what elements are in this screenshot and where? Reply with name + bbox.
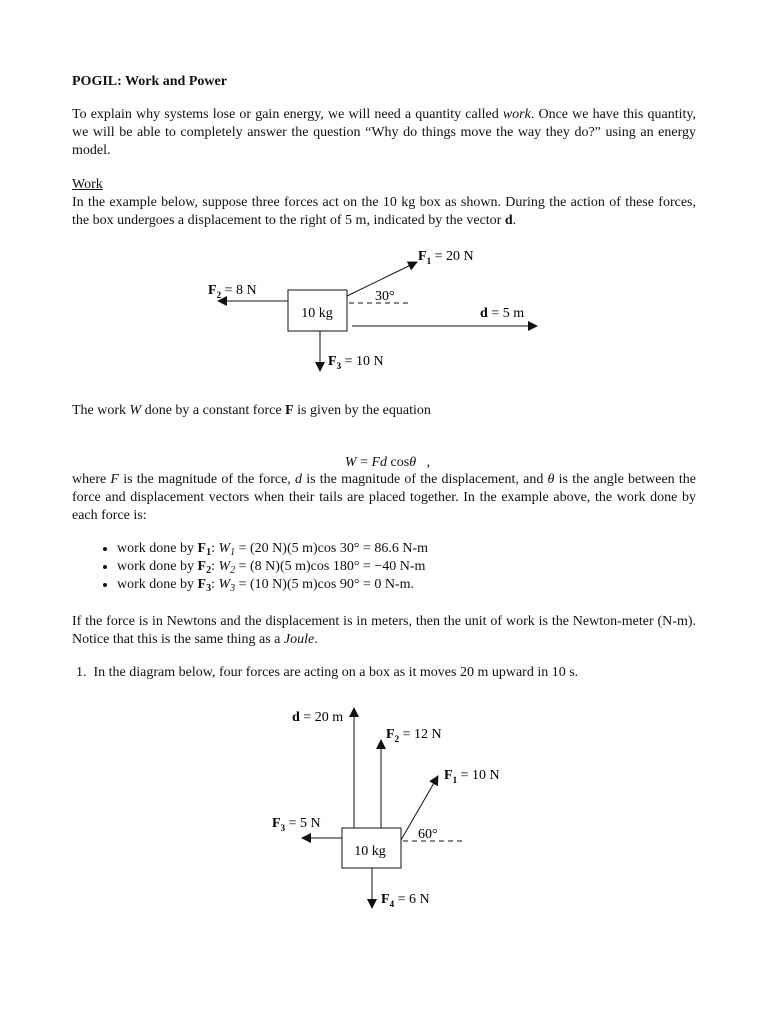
f2-label: $F_2 = 12$ N (386, 727, 442, 744)
angle-label: 60° (418, 827, 438, 842)
f2-label: $F_2 = 8$ N (208, 283, 257, 300)
list-item: • work done by $F_3$: $W_3 = (10$ N)(5 m)cos 90° = 0 N-m. (117, 576, 717, 594)
question-number: 1. (76, 665, 87, 680)
work-results-list (72, 540, 717, 594)
force-diagram-2 (0, 700, 768, 920)
work-section: Work In the example below, suppose three forces act on the 10 kg box as shown. During the action of these forces, the box undergoes a displacement to the right of 5 m, indicated by the vector d. (72, 177, 696, 228)
d-label: d = 20 m (292, 710, 344, 725)
list-item: • work done by $F_1$: $W_1 = (20$ N)(5 m)cos 30° = 86.6 N-m (117, 540, 717, 558)
f4-label: $F_4 = 6$ N (381, 892, 430, 909)
list-item: • work done by $F_2$: $W_2 = (8$ N)(5 m)cos 180° = −40 N-m (117, 558, 717, 576)
work-equation: W = Fd cosθ , (344, 455, 431, 470)
section-heading-work: Work (72, 177, 103, 192)
question-text: In the diagram below, four forces are acting on a box as it moves 20 m upward in 10 s. (93, 665, 579, 680)
f3-label: $F_3 = 5$ N (272, 816, 321, 833)
d-label: d = 5 m (480, 306, 525, 321)
force-diagram-1 (0, 240, 768, 380)
f1-label: $F_1 = 20$ N (418, 249, 474, 266)
f1-label: $F_1 = 10$ N (444, 768, 500, 785)
units-paragraph: If the force is in Newtons and the displacement is in meters, then the unit of work is the Newton-meter (N-m). Notice that this is the same thing as a Joule. (72, 614, 696, 647)
angle-label: 30° (375, 289, 395, 304)
box-label: 10 kg (301, 306, 333, 321)
intro-paragraph: To explain why systems lose or gain energy, we will need a quantity called work. Once we have this quantity, we will be able to completely answer the question “Why do things move the way they do?” using an energy model. (72, 107, 696, 158)
where-paragraph: where F is the magnitude of the force, d is the magnitude of the displacement, and θ is the angle between the force and displacement vectors when their tails are placed together. In the example above, the work done by each force is: (72, 472, 696, 523)
work-definition: The work W done by a constant force F is given by the equation (72, 403, 431, 418)
question-1 (76, 664, 578, 682)
box-label: 10 kg (354, 844, 386, 859)
page-title: POGIL: Work and Power (72, 74, 227, 89)
f3-label: $F_3 = 10$ N (328, 354, 384, 371)
